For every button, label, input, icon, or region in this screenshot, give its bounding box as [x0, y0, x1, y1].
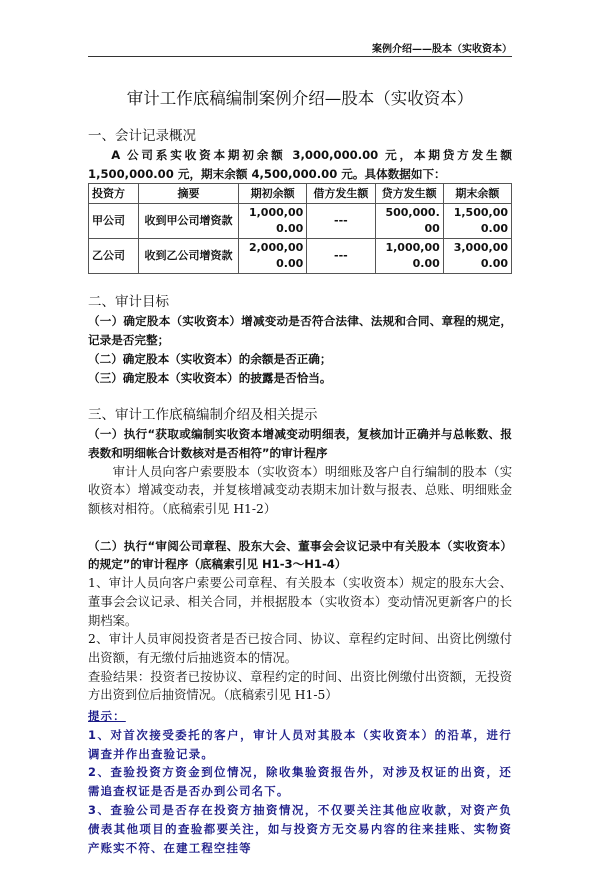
cell: 500,000.00	[375, 204, 443, 239]
cell: ---	[307, 204, 375, 239]
table-row	[89, 239, 512, 274]
col-header: 期末余额	[443, 184, 511, 204]
section1-paragraph: A 公司系实收资本期初余额 3,000,000.00 元，本期贷方发生额 1,500,000.00 元，期末余额 4,500,000.00 元。具体数据如下：	[88, 148, 512, 181]
spacer	[88, 274, 512, 292]
section2-heading: 二、审计目标	[88, 294, 169, 311]
cell: 甲公司	[89, 204, 139, 239]
procedure2-items	[88, 574, 512, 705]
col-header: 投资方	[89, 184, 139, 204]
col-header: 摘要	[139, 184, 239, 204]
col-header: 期初余额	[239, 184, 307, 204]
table-row	[89, 204, 512, 239]
table-header-row	[89, 184, 512, 204]
audit-objectives	[88, 312, 512, 387]
procedure2-item: 2、审计人员审阅投资者是否已按合同、协议、章程约定时间、出资比例缴付出资额，有无缴付后抽逃资本的情况。	[88, 632, 512, 665]
spacer	[88, 387, 512, 405]
cell: 收到乙公司增资款	[139, 239, 239, 274]
cell: ---	[307, 239, 375, 274]
objective-item: （三）确定股本（实收资本）的披露是否恰当。	[88, 370, 332, 385]
balance-table	[88, 183, 512, 274]
procedure1-title: （一）执行“获取或编制实收资本增减变动明细表，复核加计正确并与总帐数、报表数和明细帐合计数核对是否相符”的审计程序	[88, 427, 512, 460]
tip-item: 1、对首次接受委托的客户，审计人员对其股本（实收资本）的沿革，进行调查并作出查验记录。	[88, 727, 512, 761]
cell: 1,000,000.00	[375, 239, 443, 274]
objective-item: （二）确定股本（实收资本）的余额是否正确；	[88, 351, 332, 366]
objective-item: （一）确定股本（实收资本）增减变动是否符合法律、法规和合同、章程的规定，记录是否完整；	[88, 314, 512, 348]
cell: 乙公司	[89, 239, 139, 274]
document-body	[88, 0, 512, 877]
section1-heading: 一、会计记录概况	[88, 128, 196, 144]
procedure1-body: 审计人员向客户索要股本（实收资本）明细账及客户自行编制的股本（实收资本）增减变动表，并复核增减变动表期末加计数与报表、总账、明细账金额核对相符。（底稿索引见 H1-2）	[88, 464, 512, 517]
col-header: 贷方发生额	[375, 184, 443, 204]
cell: 3,000,000.00	[443, 239, 511, 274]
running-header: 案例介绍——股本（实收资本）	[372, 44, 512, 55]
tips-label: 提示：	[88, 709, 126, 724]
cell: 收到甲公司增资款	[139, 204, 239, 239]
tip-item: 2、查验投资方资金到位情况，除收集验资报告外，对涉及权证的出资，还需追查权证是否是否办到公司名下。	[88, 765, 512, 799]
procedure2-item: 1、审计人员向客户索要公司章程、有关股本（实收资本）规定的股东大会、董事会会议记录、相关合同，并根据股本（实收资本）变动情况更新客户的长期档案。	[88, 576, 512, 628]
section3-heading: 三、审计工作底稿编制介绍及相关提示	[88, 407, 318, 424]
check-result: 查验结果：投资者已按协议、章程约定的时间、出资比例缴付出资额，无投资方出资到位后抽资情况。（底稿索引见 H1-5）	[88, 669, 512, 703]
procedure2-title: （二）执行“审阅公司章程、股东大会、董事会会议记录中有关股本（实收资本）的规定”的审计程序（底稿索引见 H1-3～H1-4）	[88, 538, 512, 572]
cell: 2,000,000.00	[239, 239, 307, 274]
tip-item: 3、查验公司是否存在投资方抽资情况，不仅要关注其他应收款，对资产负债表其他项目的查验都要关注，如与投资方无交易内容的往来挂账、实物资产账实不符、在建工程空挂等	[88, 803, 512, 855]
spacer	[88, 519, 512, 537]
col-header: 借方发生额	[307, 184, 375, 204]
page-title: 审计工作底稿编制案例介绍—股本（实收资本）	[126, 89, 474, 108]
cell: 1,000,000.00	[239, 204, 307, 239]
tips-block	[88, 705, 512, 857]
cell: 1,500,000.00	[443, 204, 511, 239]
